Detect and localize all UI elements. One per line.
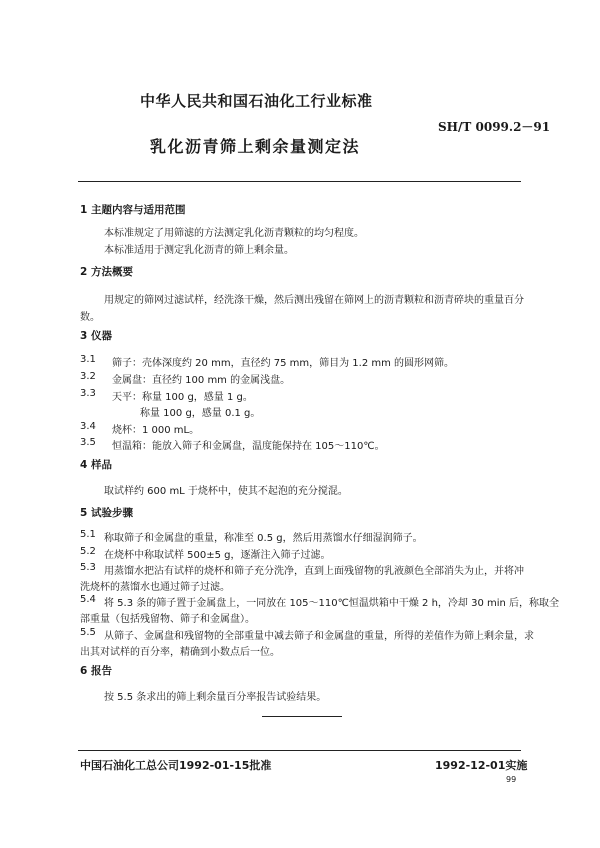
approval-date: 中国石油化工总公司1992-01-15批准: [80, 759, 272, 772]
section-2-heading: 2 方法概要: [80, 266, 133, 278]
document-title: 乳化沥青筛上剩余量测定法: [150, 137, 361, 156]
section-6-para: 按 5.5 条求出的筛上剩余量百分率报告试验结果。: [104, 692, 327, 703]
item-5-4-number: 5.4: [80, 594, 96, 605]
item-3-1-number: 3.1: [80, 354, 96, 365]
item-5-4-line-1: 将 5.3 条的筛子置于金属盘上，一同放在 105～110℃恒温烘箱中干燥 2 h，冷却 30 min 后，称取全: [104, 598, 560, 609]
item-3-2-text: 金属盘：直径约 100 mm 的金属浅盘。: [112, 375, 291, 386]
item-3-2-number: 3.2: [80, 371, 96, 382]
item-3-1-text: 筛子：壳体深度约 20 mm，直径约 75 mm，筛目为 1.2 mm 的圆形网筛。: [112, 358, 455, 369]
item-3-3-text: 天平：称量 100 g，感量 1 g。: [112, 392, 253, 403]
footer-divider: [78, 750, 521, 751]
item-5-5-line-1: 从筛子、金属盘和残留物的全部重量中减去筛子和金属盘的重量，所得的差值作为筛上剩余量，求: [104, 631, 534, 642]
section-5-heading: 5 试验步骤: [80, 507, 133, 519]
item-5-5-number: 5.5: [80, 627, 96, 638]
item-5-1-text: 称取筛子和金属盘的重量，称准至 0.5 g，然后用蒸馏水仔细湿润筛子。: [104, 533, 423, 544]
item-3-5-number: 3.5: [80, 437, 96, 448]
section-6-heading: 6 报告: [80, 665, 112, 677]
effective-date: 1992-12-01实施: [435, 759, 528, 772]
item-3-3-number: 3.3: [80, 388, 96, 399]
item-3-4-number: 3.4: [80, 421, 96, 432]
end-mark-rule: [262, 716, 342, 717]
section-2-line-2: 数。: [80, 312, 100, 323]
item-5-1-number: 5.1: [80, 529, 96, 540]
item-5-3-number: 5.3: [80, 562, 96, 573]
item-3-5-text: 恒温箱：能放入筛子和金属盘，温度能保持在 105～110℃。: [112, 441, 385, 452]
section-3-heading: 3 仪器: [80, 330, 112, 342]
item-3-4-text: 烧杯：1 000 mL。: [112, 425, 200, 436]
item-5-3-line-2: 洗烧杯的蒸馏水也通过筛子过滤。: [80, 582, 230, 593]
item-5-2-text: 在烧杯中称取试样 500±5 g，逐渐注入筛子过滤。: [104, 550, 331, 561]
item-5-4-line-2: 部重量（包括残留物、筛子和金属盘）。: [80, 614, 255, 625]
section-4-para: 取试样约 600 mL 于烧杯中，使其不起泡的充分搅混。: [104, 486, 348, 497]
item-3-3b-text: 称量 100 g，感量 0.1 g。: [140, 408, 261, 419]
header-divider: [78, 181, 521, 182]
standard-organization: 中华人民共和国石油化工行业标准: [140, 92, 373, 110]
section-2-line-1: 用规定的筛网过滤试样，经洗涤干燥，然后测出残留在筛网上的沥青颗粒和沥青碎块的重量百分: [104, 295, 524, 306]
section-4-heading: 4 样品: [80, 459, 112, 471]
section-1-para-1: 本标准规定了用筛滤的方法测定乳化沥青颗粒的均匀程度。: [104, 228, 364, 239]
standard-code: SH/T 0099.2－91: [438, 120, 551, 134]
item-5-3-line-1: 用蒸馏水把沾有试样的烧杯和筛子充分洗净，直到上面残留物的乳液颜色全部消失为止，并将冲: [104, 566, 524, 577]
section-1-heading: 1 主题内容与适用范围: [80, 204, 186, 216]
item-5-5-line-2: 出其对试样的百分率，精确到小数点后一位。: [80, 647, 280, 658]
item-5-2-number: 5.2: [80, 546, 96, 557]
page-number: 99: [506, 775, 517, 784]
section-1-para-2: 本标准适用于测定乳化沥青的筛上剩余量。: [104, 245, 294, 256]
